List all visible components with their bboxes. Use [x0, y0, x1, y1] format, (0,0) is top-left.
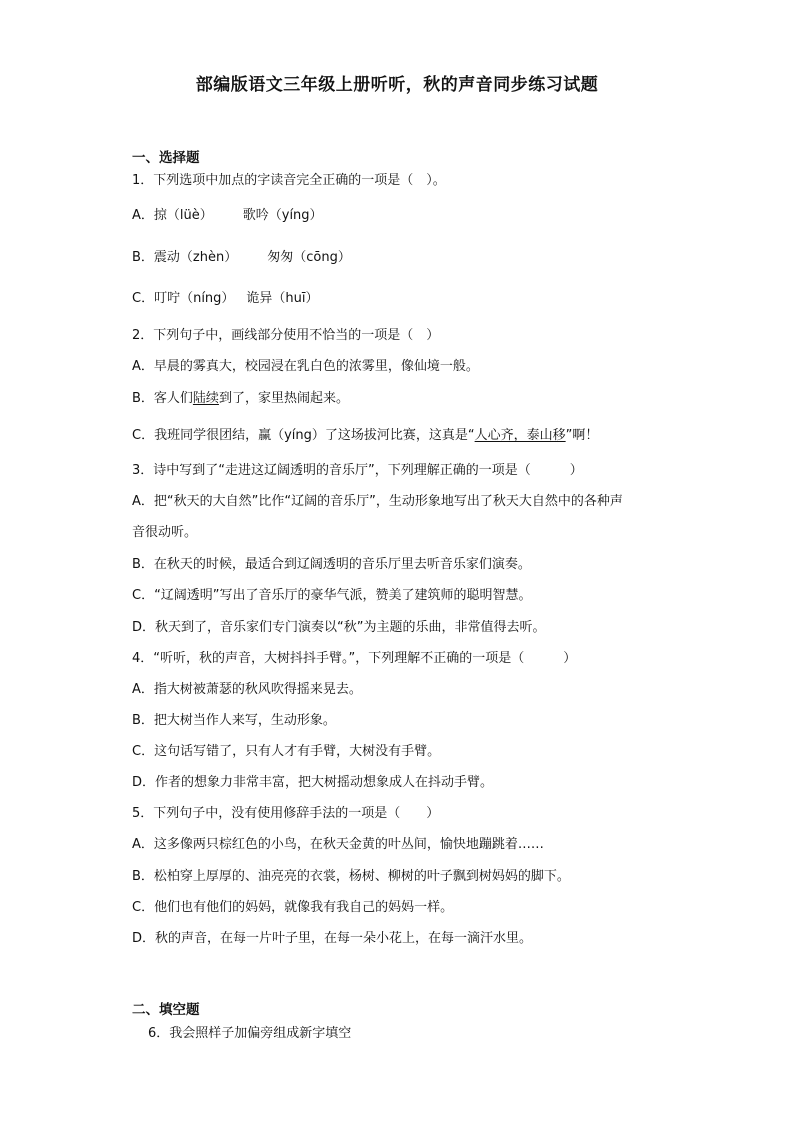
- question-4-stem: 4．“听听，秋的声音，大树抖抖手臂。”，下列理解不正确的一项是（ ）: [132, 651, 577, 666]
- question-6-stem: 6．我会照样子加偏旁组成新字填空: [148, 1026, 352, 1041]
- q2-b-text: B．客人们: [132, 391, 193, 406]
- question-4-option-d: D．作者的想象力非常丰富，把大树摇动想象成人在抖动手臂。: [132, 775, 494, 790]
- question-1-option-a: [132, 207, 323, 225]
- question-2-option-a: A．早晨的雾真大，校园浸在乳白色的浓雾里，像仙境一般。: [132, 359, 479, 374]
- question-2-option-c: [132, 427, 598, 445]
- question-3-option-d: D．秋天到了，音乐家们专门演奏以“秋”为主题的乐曲，非常值得去听。: [132, 620, 546, 635]
- question-4-option-a: A．指大树被萧瑟的秋风吹得摇来晃去。: [132, 682, 362, 697]
- question-4-option-c: C．这句话写错了，只有人才有手臂，大树没有手臂。: [132, 744, 441, 759]
- question-3-stem: 3．诗中写到了“走进这辽阔透明的音乐厅”，下列理解正确的一项是（ ）: [132, 463, 583, 478]
- q2-b-text-after: 到了，家里热闹起来。: [218, 391, 349, 406]
- question-4-option-b: B．把大树当作人来写，生动形象。: [132, 713, 336, 728]
- q1-a-word1: A．掠（lüè）: [132, 208, 213, 223]
- q1-c-word1: C．叮咛（níng）: [132, 291, 235, 306]
- q1-b-word1: B．震动（zhèn）: [132, 250, 238, 265]
- question-5-option-c: C．他们也有他们的妈妈，就像我有我自己的妈妈一样。: [132, 900, 454, 915]
- question-5-option-b: B．松柏穿上厚厚的、油亮亮的衣裳，杨树、柳树的叶子飘到树妈妈的脚下。: [132, 869, 570, 884]
- question-3-option-a-line1: A．把“秋天的大自然”比作“辽阔的音乐厅”，生动形象地写出了秋天大自然中的各种声: [132, 494, 623, 509]
- question-1-option-b: [132, 249, 351, 267]
- question-5-option-d: D．秋的声音，在每一片叶子里，在每一朵小花上，在每一滴汗水里。: [132, 931, 533, 946]
- question-3-option-c: C．“辽阔透明”写出了音乐厅的豪华气派，赞美了建筑师的聪明智慧。: [132, 588, 532, 603]
- q2-c-text-after: ”啊！: [565, 428, 599, 443]
- section-heading-fill: 二、填空题: [132, 1002, 200, 1018]
- q2-c-text: C．我班同学很团结，赢（yíng）了这场拔河比赛，这真是“: [132, 428, 475, 443]
- question-3-option-a-line2: 音很动听。: [132, 525, 198, 540]
- question-2-option-b: [132, 390, 349, 408]
- q2-b-underlined: 陆续: [192, 391, 219, 406]
- question-2-stem: 2．下列句子中，画线部分使用不恰当的一项是（ ）: [132, 328, 440, 343]
- q1-c-word2: 诡异（huī）: [246, 291, 319, 306]
- q1-a-word2: 歌吟（yíng）: [242, 208, 323, 223]
- question-1-option-c: [132, 290, 319, 308]
- question-1-stem: 1．下列选项中加点的字读音完全正确的一项是（ ）。: [132, 173, 446, 188]
- section-heading-choice: 一、选择题: [132, 150, 200, 166]
- question-5-option-a: A．这多像两只棕红色的小鸟，在秋天金黄的叶丛间，愉快地蹦跳着……: [132, 837, 544, 852]
- page-title: 部编版语文三年级上册听听，秋的声音同步练习试题: [195, 75, 599, 95]
- question-3-option-b: B．在秋天的时候，最适合到辽阔透明的音乐厅里去听音乐家们演奏。: [132, 557, 531, 572]
- q1-b-word2: 匆匆（cōng）: [267, 250, 351, 265]
- question-5-stem: 5．下列句子中，没有使用修辞手法的一项是（ ）: [132, 806, 440, 821]
- q2-c-underlined: 人心齐，泰山移: [474, 428, 566, 443]
